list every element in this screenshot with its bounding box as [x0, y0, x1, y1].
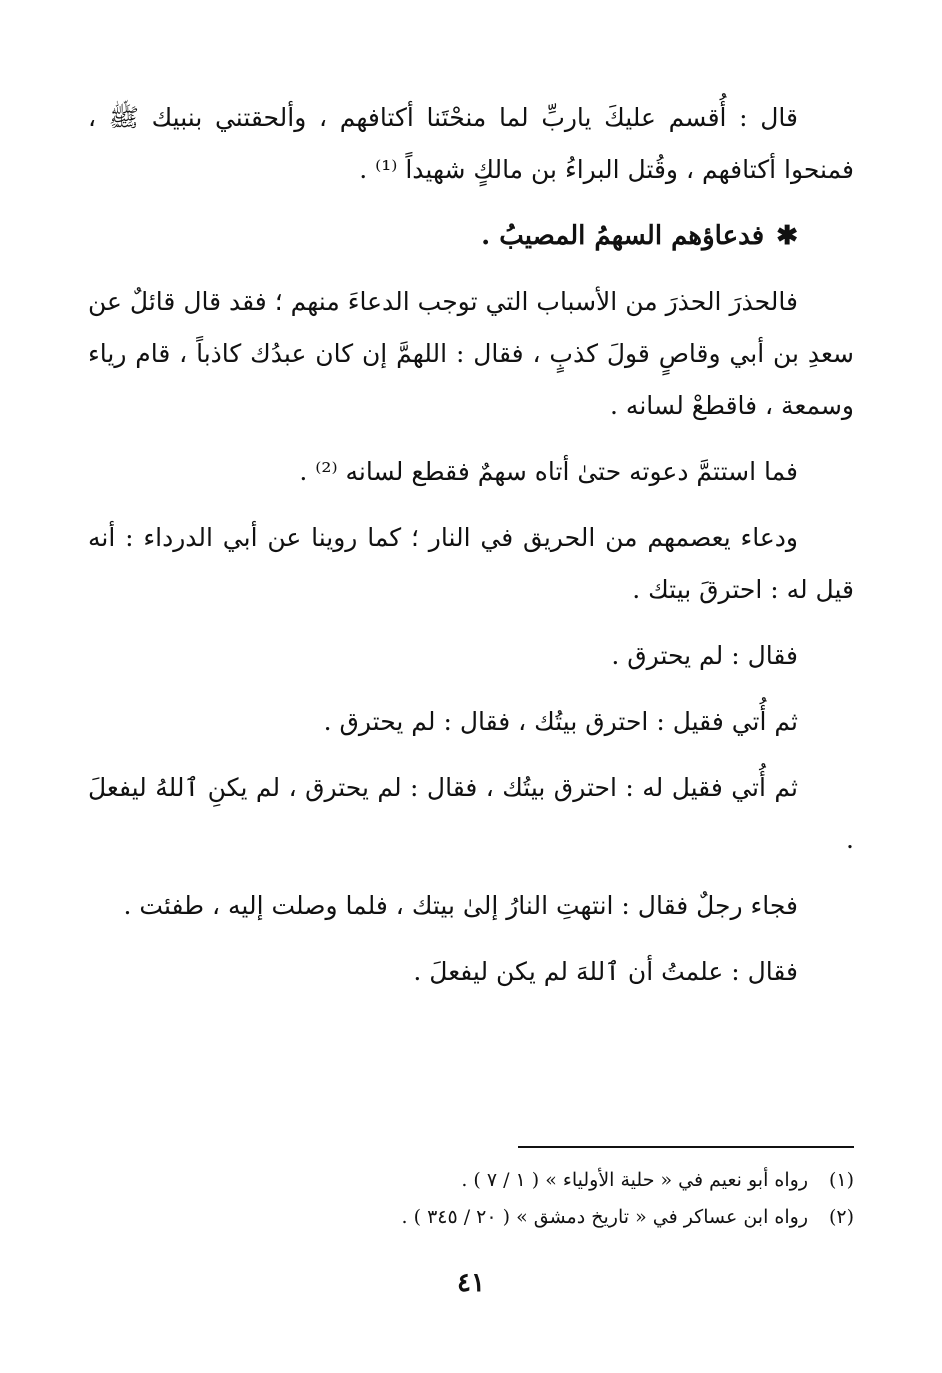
paragraph-9: فقال : علمتُ أن ٱللهَ لم يكن ليفعلَ .	[413, 957, 798, 986]
footnote-2	[88, 1199, 854, 1236]
footnote-1	[88, 1162, 854, 1199]
heading-text: فدعاؤهم السهمُ المصيبُ .	[481, 221, 765, 251]
star-icon: ✱	[776, 221, 798, 251]
page-number: ٤١	[457, 1268, 485, 1298]
paragraph-6: ثم أُتي فقيل : احترق بيتُك ، فقال : لم يحترق .	[323, 707, 798, 736]
paragraph-1: قال : أُقسم عليكَ ياربِّ لما منحْتَنا أكتافهم ، وألحقتني بنبيك ﷺ ، فمنحوا أكتافهم ، وقُتل البراءُ بن مالكٍ شهيداً ⁽¹⁾ .	[88, 103, 854, 184]
paragraph-7: ثم أُتي فقيل له : احترق بيتُك ، فقال : لم يحترق ، لم يكنِ ٱللهُ ليفعلَ .	[88, 773, 854, 854]
paragraph-5: فقال : لم يحترق .	[611, 641, 798, 670]
page-body	[88, 92, 854, 1012]
footnote-number: (١)	[828, 1169, 854, 1191]
footnote-divider	[518, 1146, 854, 1148]
footnote-text: رواه ابن عساكر في « تاريخ دمشق » ( ٢٠ / ٣٤٥ ) .	[401, 1206, 808, 1228]
paragraph-4: ودعاء يعصمهم من الحريق في النار ؛ كما روينا عن أبي الدرداء : أنه قيل له : احترقَ بيتك .	[88, 523, 854, 604]
footnotes	[88, 1162, 854, 1236]
footnote-text: رواه أبو نعيم في « حلية الأولياء » ( ١ / ٧ ) .	[461, 1169, 808, 1191]
footnote-number: (٢)	[828, 1206, 854, 1228]
paragraph-3: فما استتمَّ دعوته حتىٰ أتاه سهمٌ فقطع لسانه ⁽²⁾ .	[299, 457, 798, 486]
paragraph-8: فجاء رجلٌ فقال : انتهتِ النارُ إلىٰ بيتك ، فلما وصلت إليه ، طفئت .	[123, 891, 798, 920]
paragraph-2: فالحذرَ الحذرَ من الأسباب التي توجب الدعاءَ منهم ؛ فقد قال قائلٌ عن سعدِ بن أبي وقاصٍ قولَ كذبٍ ، فقال : اللهمَّ إن كان عبدُك كاذباً ، قام رياء وسمعة ، فاقطعْ لسانه .	[88, 287, 854, 420]
section-heading	[88, 210, 854, 262]
